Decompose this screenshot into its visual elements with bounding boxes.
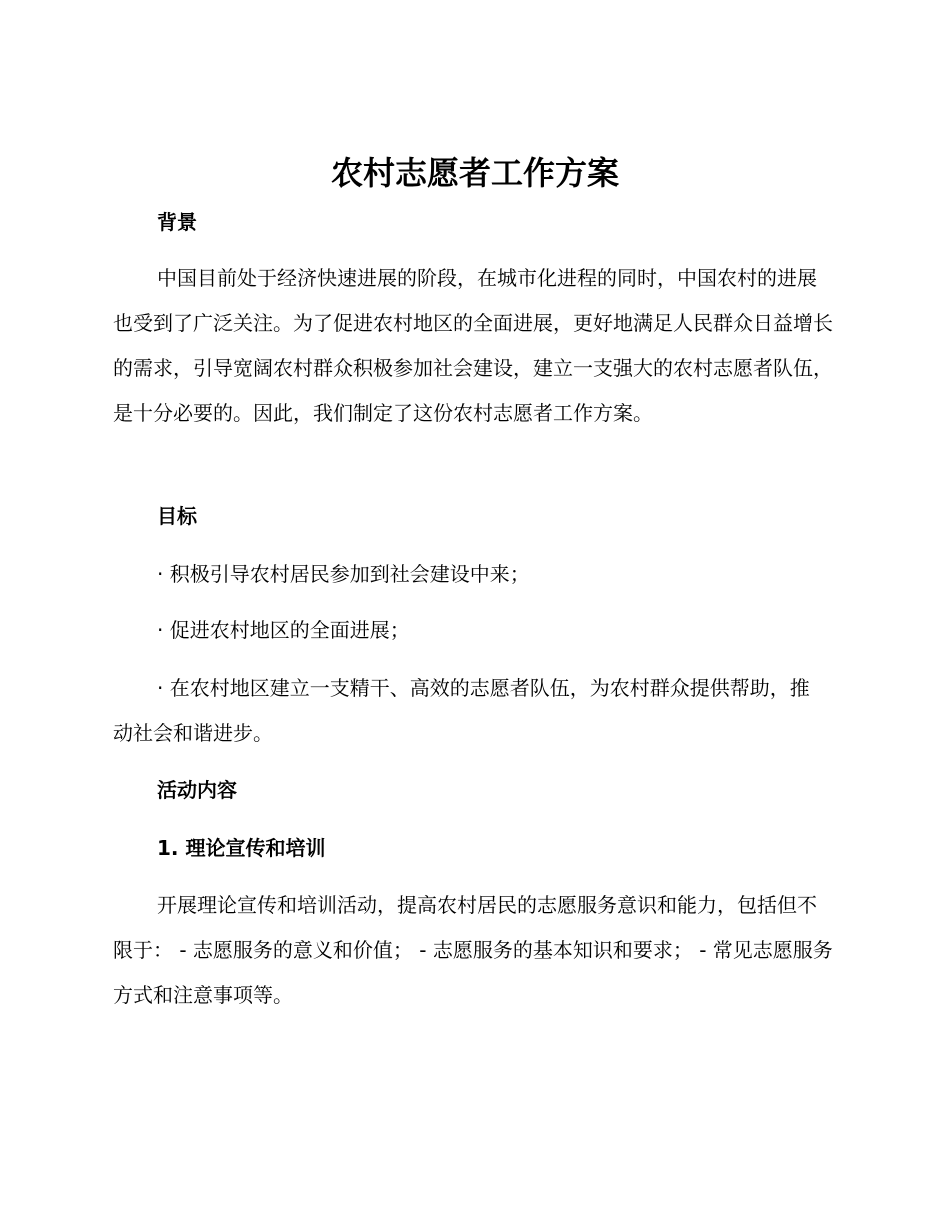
activity-paragraph: 开展理论宣传和培训活动，提高农村居民的志愿服务意识和能力，包括但不限于： - 志愿服务的意义和价值； - 志愿服务的基本知识和要求； - 常见志愿服务方式和注意事项等。 <box>113 893 833 1007</box>
background-paragraph: 中国目前处于经济快速进展的阶段，在城市化进程的同时，中国农村的进展也受到了广泛关注。为了促进农村地区的全面进展，更好地满足人民群众日益增长的需求，引导宽阔农村群众积极参加社会建设，建立一支强大的农村志愿者队伍，是十分必要的。因此，我们制定了这份农村志愿者工作方案。 <box>113 266 833 425</box>
goal-item: · 积极引导农村居民参加到社会建设中来； <box>157 562 530 586</box>
document-title: 农村志愿者工作方案 <box>330 154 619 192</box>
activity-subheading: 1. 理论宣传和培训 <box>157 836 326 860</box>
section-heading-goals: 目标 <box>157 504 197 528</box>
goal-item: · 在农村地区建立一支精干、高效的志愿者队伍，为农村群众提供帮助，推动社会和谐进步。 <box>113 676 810 745</box>
goal-item: · 促进农村地区的全面进展； <box>157 618 410 642</box>
section-heading-background: 背景 <box>157 210 197 234</box>
section-heading-activities: 活动内容 <box>157 778 237 802</box>
